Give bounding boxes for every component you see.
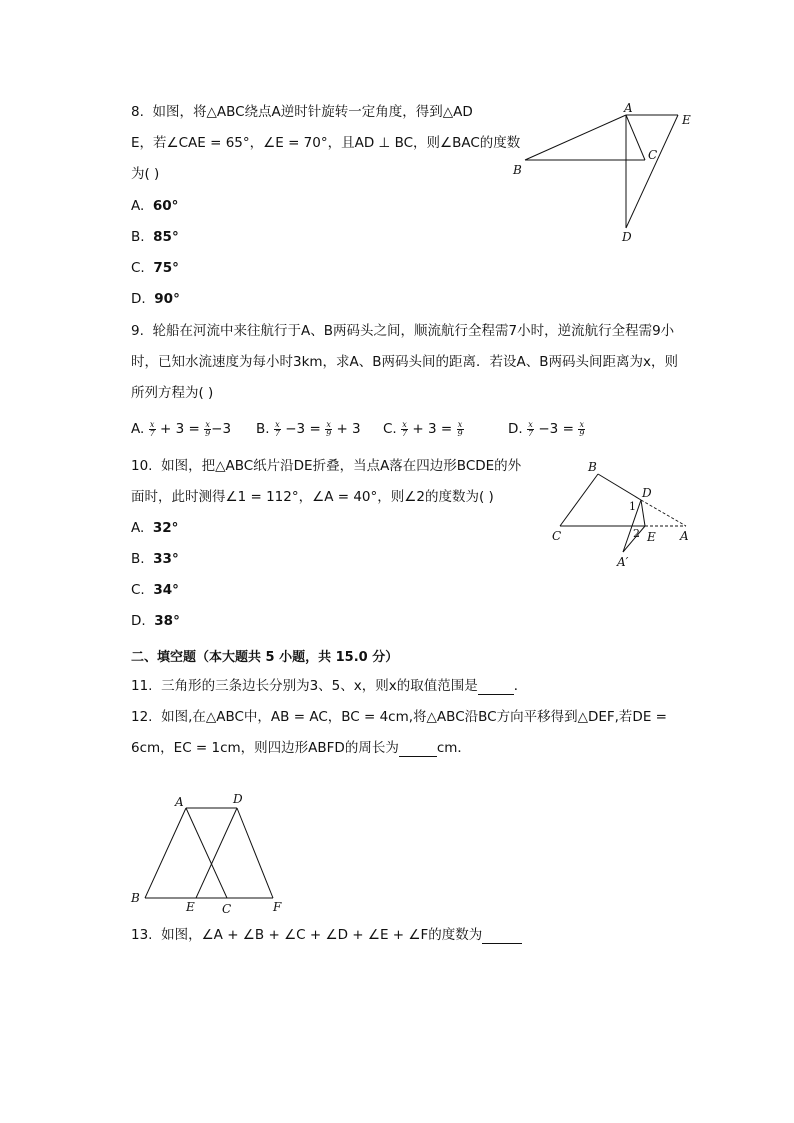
q8-label-e: E [682,113,691,127]
q8-number: 8. [131,104,144,120]
q13-number: 13. [131,927,153,943]
q10-line1-text: 如图，把△ABC纸片沿DE折叠，当点A落在四边形BCDE的外 [161,458,522,474]
q9-option-c: C. $\frac{x}{7}$ + 3 = $\frac{x}{9}$ [383,419,463,438]
q9-option-a: A. $\frac{x}{7}$ + 3 = $\frac{x}{9}$ −3 [131,419,232,438]
q10-label-a: A [680,529,689,543]
q10-label-aprime: A′ [617,555,629,569]
q10-option-c: C. 34° [131,582,179,598]
q13 [131,926,522,944]
q9-line2: 时，已知水流速度为每小时3km，求A、B两码头间的距离．若设A、B两码头间距离为x，则 [131,354,679,370]
q9-line1-text: 轮船在河流中来往航行于A、B两码头之间，顺流航行全程需7小时，逆流航行全程需9小 [152,323,675,339]
q8-label-a: A [624,101,633,115]
q9-number: 9. [131,323,144,339]
q8-line1-text: 如图，将△ABC绕点A逆时针旋转一定角度，得到△AD [152,104,473,120]
q12-label-a: A [175,795,184,809]
q9-option-b: B. $\frac{x}{7}$ −3 = $\frac{x}{9}$ + 3 [256,419,361,438]
q8-label-c: C [648,148,658,162]
q12-label-e: E [186,900,195,914]
q13-answer-blank[interactable] [482,930,522,944]
q12-answer-blank[interactable] [399,743,437,757]
q12-label-b: B [131,891,140,905]
q12-line1-text: 如图,在△ABC中，AB = AC，BC = 4cm,将△ABC沿BC方向平移得到△DEF,若DE = [161,709,667,725]
q8-option-a: A. 60° [131,198,179,214]
q8-option-c: C. 75° [131,260,179,276]
q11-number: 11. [131,678,153,694]
q13-text: 如图，∠A + ∠B + ∠C + ∠D + ∠E + ∠F的度数为 [161,927,483,943]
q8-line2: E，若∠CAE = 65°，∠E = 70°，且AD ⊥ BC，则∠BAC的度数 [131,135,521,151]
q10-option-a: A. 32° [131,520,179,536]
q10-label-1: 1 [629,500,636,513]
q9-line3: 所列方程为( ) [131,385,214,401]
q10-line2: 面时，此时测得∠1 = 112°，∠A = 40°，则∠2的度数为( ) [131,489,494,505]
q10-label-b: B [588,460,597,474]
q12-line2: 6cm，EC = 1cm，则四边形ABFD的周长为 cm． [131,740,471,756]
q12-line1 [131,708,667,726]
q8-line3: 为( ) [131,166,160,182]
q11-text: 三角形的三条边长分别为3、5、x，则x的取值范围是 [161,678,478,694]
q8-option-d: D. 90° [131,291,180,307]
q10-label-c: C [552,529,562,543]
q11-answer-blank[interactable] [478,681,514,695]
q10-label-e: E [647,530,656,544]
q8-label-d: D [622,230,632,244]
q12-number: 12. [131,709,153,725]
q8-line1 [131,103,473,121]
q9-option-d: D. $\frac{x}{7}$ −3 = $\frac{x}{9}$ [508,419,585,438]
q10-option-b: B. 33° [131,551,179,567]
q8-option-b: B. 85° [131,229,179,245]
q12-label-c: C [222,902,232,916]
q12-label-f: F [273,900,282,914]
q11: 11. 三角形的三条边长分别为3、5、x，则x的取值范围是 ． [131,678,528,694]
q10-number: 10. [131,458,153,474]
q12-label-d: D [233,792,243,806]
q10-label-2: 2 [633,527,640,540]
q8-label-b: B [513,163,522,177]
q10-option-d: D. 38° [131,613,180,629]
q10-label-d: D [642,486,652,500]
q9-line1 [131,322,674,340]
section-2-title: 二、填空题（本大题共 5 小题，共 15.0 分） [131,650,399,665]
q10-line1 [131,457,521,475]
